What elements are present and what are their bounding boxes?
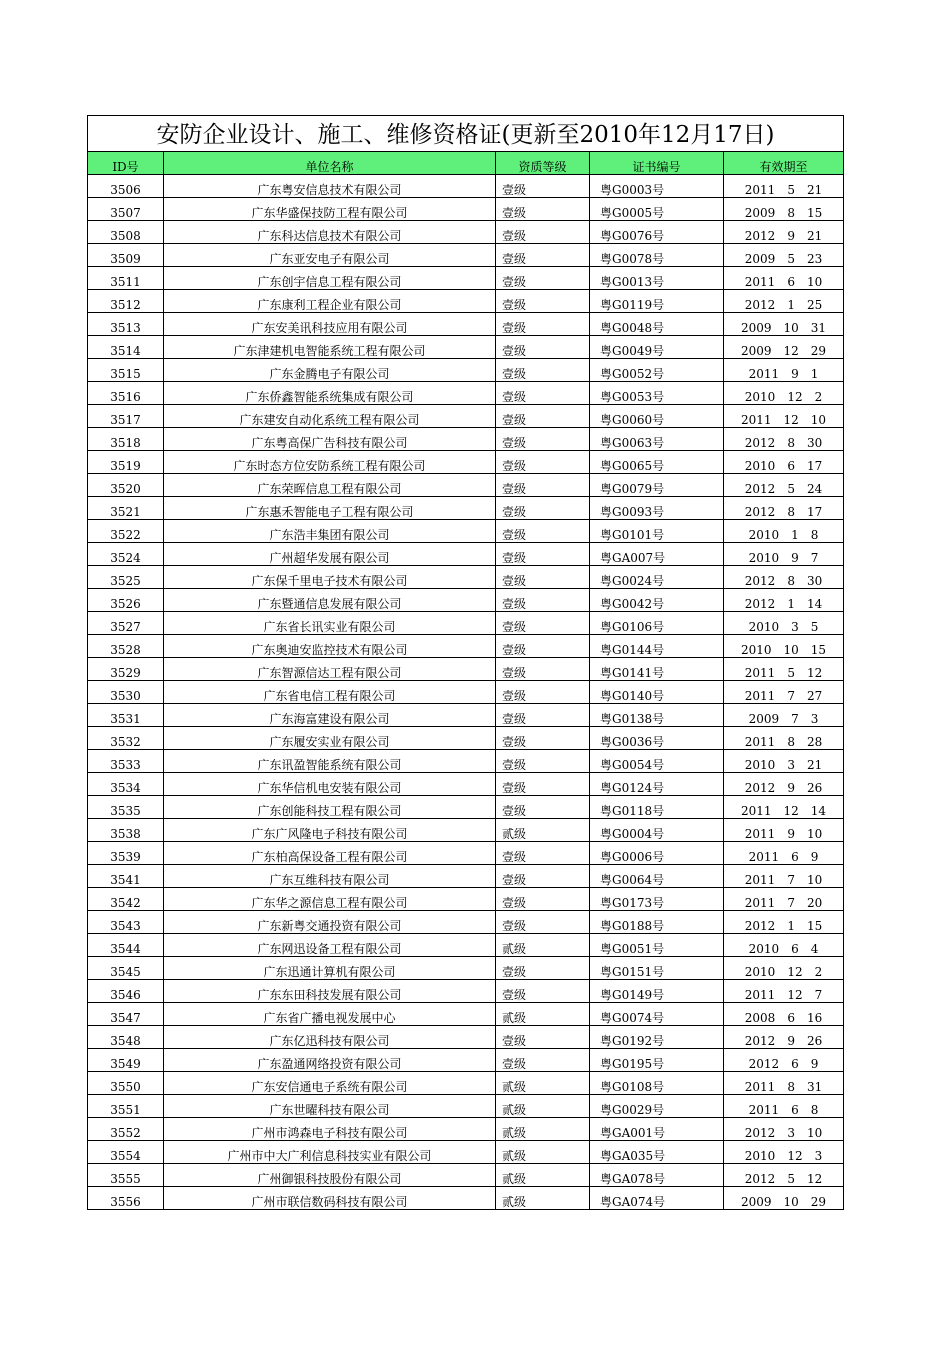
cell-company: 广东东田科技发展有限公司 bbox=[164, 980, 496, 1003]
cell-id: 3551 bbox=[88, 1095, 164, 1118]
cell-valid-until: 2009 8 15 bbox=[724, 198, 844, 221]
table-row bbox=[88, 451, 844, 474]
table-row bbox=[88, 842, 844, 865]
cell-grade: 壹级 bbox=[496, 589, 590, 612]
cell-valid-until: 2012 9 26 bbox=[724, 1026, 844, 1049]
cell-cert-no: 粤G0151号 bbox=[590, 957, 724, 980]
cell-company: 广东讯盈智能系统有限公司 bbox=[164, 750, 496, 773]
cell-cert-no: 粤G0192号 bbox=[590, 1026, 724, 1049]
cell-cert-no: 粤G0149号 bbox=[590, 980, 724, 1003]
cell-grade: 壹级 bbox=[496, 543, 590, 566]
table-row bbox=[88, 313, 844, 336]
table-row bbox=[88, 957, 844, 980]
cell-id: 3513 bbox=[88, 313, 164, 336]
cell-company: 广东安信通电子系统有限公司 bbox=[164, 1072, 496, 1095]
table-row bbox=[88, 382, 844, 405]
cell-grade: 贰级 bbox=[496, 1118, 590, 1141]
table-row bbox=[88, 474, 844, 497]
cell-cert-no: 粤G0064号 bbox=[590, 865, 724, 888]
cell-cert-no: 粤G0074号 bbox=[590, 1003, 724, 1026]
cell-valid-until: 2009 10 29 bbox=[724, 1187, 844, 1210]
cell-id: 3531 bbox=[88, 704, 164, 727]
table-row bbox=[88, 635, 844, 658]
cell-cert-no: 粤G0079号 bbox=[590, 474, 724, 497]
cell-company: 广东新粤交通投资有限公司 bbox=[164, 911, 496, 934]
table-row bbox=[88, 1095, 844, 1118]
cell-valid-until: 2009 12 29 bbox=[724, 336, 844, 359]
cell-company: 广东荣晖信息工程有限公司 bbox=[164, 474, 496, 497]
cell-grade: 贰级 bbox=[496, 819, 590, 842]
table-row bbox=[88, 543, 844, 566]
cell-id: 3518 bbox=[88, 428, 164, 451]
cell-cert-no: 粤G0060号 bbox=[590, 405, 724, 428]
cell-valid-until: 2012 5 24 bbox=[724, 474, 844, 497]
cell-company: 广东暨通信息发展有限公司 bbox=[164, 589, 496, 612]
table-row bbox=[88, 819, 844, 842]
cell-grade: 壹级 bbox=[496, 750, 590, 773]
cell-grade: 贰级 bbox=[496, 1003, 590, 1026]
cell-cert-no: 粤G0093号 bbox=[590, 497, 724, 520]
cell-valid-until: 2011 9 10 bbox=[724, 819, 844, 842]
cell-valid-until: 2012 5 12 bbox=[724, 1164, 844, 1187]
cell-cert-no: 粤G0065号 bbox=[590, 451, 724, 474]
cell-id: 3547 bbox=[88, 1003, 164, 1026]
cell-valid-until: 2012 6 9 bbox=[724, 1049, 844, 1072]
cell-company: 广东创宇信息工程有限公司 bbox=[164, 267, 496, 290]
cell-grade: 壹级 bbox=[496, 244, 590, 267]
cell-id: 3533 bbox=[88, 750, 164, 773]
cell-valid-until: 2011 9 1 bbox=[724, 359, 844, 382]
cell-company: 广东科达信息技术有限公司 bbox=[164, 221, 496, 244]
table-row bbox=[88, 566, 844, 589]
cell-company: 广东安美讯科技应用有限公司 bbox=[164, 313, 496, 336]
cell-id: 3539 bbox=[88, 842, 164, 865]
cell-id: 3506 bbox=[88, 175, 164, 198]
column-header-id: ID号 bbox=[88, 152, 164, 175]
table-body bbox=[88, 175, 844, 1210]
table-row bbox=[88, 1026, 844, 1049]
cell-valid-until: 2011 5 12 bbox=[724, 658, 844, 681]
cell-valid-until: 2011 7 27 bbox=[724, 681, 844, 704]
cell-valid-until: 2010 3 21 bbox=[724, 750, 844, 773]
table-row bbox=[88, 980, 844, 1003]
cell-grade: 壹级 bbox=[496, 865, 590, 888]
cell-id: 3544 bbox=[88, 934, 164, 957]
cell-cert-no: 粤G0101号 bbox=[590, 520, 724, 543]
cell-cert-no: 粤G0188号 bbox=[590, 911, 724, 934]
cell-id: 3546 bbox=[88, 980, 164, 1003]
cell-valid-until: 2012 8 17 bbox=[724, 497, 844, 520]
cell-company: 广东海富建设有限公司 bbox=[164, 704, 496, 727]
cell-cert-no: 粤G0138号 bbox=[590, 704, 724, 727]
cell-company: 广州御银科技股份有限公司 bbox=[164, 1164, 496, 1187]
cell-valid-until: 2012 3 10 bbox=[724, 1118, 844, 1141]
cell-grade: 壹级 bbox=[496, 681, 590, 704]
cell-grade: 壹级 bbox=[496, 957, 590, 980]
cell-id: 3534 bbox=[88, 773, 164, 796]
cell-company: 广东华之源信息工程有限公司 bbox=[164, 888, 496, 911]
cell-valid-until: 2010 6 17 bbox=[724, 451, 844, 474]
certificate-table bbox=[87, 115, 844, 1210]
header-row bbox=[88, 152, 844, 175]
cell-id: 3545 bbox=[88, 957, 164, 980]
cell-company: 广州市联信数码科技有限公司 bbox=[164, 1187, 496, 1210]
cell-id: 3543 bbox=[88, 911, 164, 934]
cell-id: 3522 bbox=[88, 520, 164, 543]
table-row bbox=[88, 1003, 844, 1026]
cell-grade: 壹级 bbox=[496, 773, 590, 796]
table-row bbox=[88, 773, 844, 796]
table-row bbox=[88, 704, 844, 727]
cell-id: 3555 bbox=[88, 1164, 164, 1187]
cell-valid-until: 2009 10 31 bbox=[724, 313, 844, 336]
cell-company: 广东省长讯实业有限公司 bbox=[164, 612, 496, 635]
cell-company: 广东盈通网络投资有限公司 bbox=[164, 1049, 496, 1072]
cell-valid-until: 2011 8 28 bbox=[724, 727, 844, 750]
cell-valid-until: 2011 12 7 bbox=[724, 980, 844, 1003]
table-row bbox=[88, 796, 844, 819]
cell-cert-no: 粤GA074号 bbox=[590, 1187, 724, 1210]
cell-id: 3554 bbox=[88, 1141, 164, 1164]
cell-grade: 壹级 bbox=[496, 313, 590, 336]
cell-valid-until: 2011 5 21 bbox=[724, 175, 844, 198]
table-row bbox=[88, 658, 844, 681]
table-row bbox=[88, 750, 844, 773]
cell-valid-until: 2011 7 10 bbox=[724, 865, 844, 888]
cell-id: 3525 bbox=[88, 566, 164, 589]
cell-company: 广东亿迅科技有限公司 bbox=[164, 1026, 496, 1049]
cell-id: 3515 bbox=[88, 359, 164, 382]
table-row bbox=[88, 1141, 844, 1164]
cell-company: 广东建安自动化系统工程有限公司 bbox=[164, 405, 496, 428]
cell-id: 3538 bbox=[88, 819, 164, 842]
table-row bbox=[88, 1072, 844, 1095]
cell-valid-until: 2012 1 15 bbox=[724, 911, 844, 934]
cell-valid-until: 2010 6 4 bbox=[724, 934, 844, 957]
cell-id: 3535 bbox=[88, 796, 164, 819]
cell-company: 广东省广播电视发展中心 bbox=[164, 1003, 496, 1026]
cell-grade: 壹级 bbox=[496, 267, 590, 290]
cell-company: 广东惠禾智能电子工程有限公司 bbox=[164, 497, 496, 520]
cell-valid-until: 2009 5 23 bbox=[724, 244, 844, 267]
cell-grade: 贰级 bbox=[496, 1095, 590, 1118]
cell-cert-no: 粤G0144号 bbox=[590, 635, 724, 658]
table-row bbox=[88, 911, 844, 934]
cell-grade: 贰级 bbox=[496, 1187, 590, 1210]
table-row bbox=[88, 589, 844, 612]
table-row bbox=[88, 244, 844, 267]
cell-cert-no: 粤G0106号 bbox=[590, 612, 724, 635]
cell-cert-no: 粤G0140号 bbox=[590, 681, 724, 704]
cell-grade: 壹级 bbox=[496, 175, 590, 198]
table-row bbox=[88, 290, 844, 313]
cell-company: 广东世曜科技有限公司 bbox=[164, 1095, 496, 1118]
cell-id: 3541 bbox=[88, 865, 164, 888]
cell-valid-until: 2011 12 14 bbox=[724, 796, 844, 819]
cell-id: 3517 bbox=[88, 405, 164, 428]
cell-company: 广东时态方位安防系统工程有限公司 bbox=[164, 451, 496, 474]
cell-company: 广东粤高保广告科技有限公司 bbox=[164, 428, 496, 451]
cell-grade: 壹级 bbox=[496, 1049, 590, 1072]
cell-company: 广州市鸿森电子科技有限公司 bbox=[164, 1118, 496, 1141]
cell-valid-until: 2011 6 9 bbox=[724, 842, 844, 865]
cell-valid-until: 2011 6 8 bbox=[724, 1095, 844, 1118]
cell-valid-until: 2010 1 8 bbox=[724, 520, 844, 543]
cell-grade: 贰级 bbox=[496, 1141, 590, 1164]
cell-grade: 壹级 bbox=[496, 911, 590, 934]
cell-cert-no: 粤G0078号 bbox=[590, 244, 724, 267]
cell-company: 广东津建机电智能系统工程有限公司 bbox=[164, 336, 496, 359]
cell-cert-no: 粤G0036号 bbox=[590, 727, 724, 750]
cell-cert-no: 粤G0076号 bbox=[590, 221, 724, 244]
cell-id: 3550 bbox=[88, 1072, 164, 1095]
cell-company: 广东互维科技有限公司 bbox=[164, 865, 496, 888]
cell-company: 广东智源信达工程有限公司 bbox=[164, 658, 496, 681]
cell-valid-until: 2011 12 10 bbox=[724, 405, 844, 428]
cell-company: 广东保千里电子技术有限公司 bbox=[164, 566, 496, 589]
cell-valid-until: 2010 12 2 bbox=[724, 957, 844, 980]
table-row bbox=[88, 1118, 844, 1141]
cell-id: 3512 bbox=[88, 290, 164, 313]
cell-grade: 壹级 bbox=[496, 888, 590, 911]
cell-valid-until: 2010 12 3 bbox=[724, 1141, 844, 1164]
cell-cert-no: 粤G0063号 bbox=[590, 428, 724, 451]
cell-cert-no: 粤GA007号 bbox=[590, 543, 724, 566]
cell-cert-no: 粤G0118号 bbox=[590, 796, 724, 819]
sheet-title: 安防企业设计、施工、维修资格证(更新至2010年12月17日) bbox=[88, 116, 844, 152]
cell-id: 3507 bbox=[88, 198, 164, 221]
table-row bbox=[88, 175, 844, 198]
cell-grade: 贰级 bbox=[496, 1072, 590, 1095]
cell-id: 3549 bbox=[88, 1049, 164, 1072]
cell-grade: 壹级 bbox=[496, 727, 590, 750]
cell-company: 广东华盛保技防工程有限公司 bbox=[164, 198, 496, 221]
table-row bbox=[88, 267, 844, 290]
cell-cert-no: 粤G0006号 bbox=[590, 842, 724, 865]
cell-cert-no: 粤G0004号 bbox=[590, 819, 724, 842]
table-row bbox=[88, 888, 844, 911]
cell-company: 广东康利工程企业有限公司 bbox=[164, 290, 496, 313]
cell-company: 广东浩丰集团有限公司 bbox=[164, 520, 496, 543]
table-row bbox=[88, 1049, 844, 1072]
cell-grade: 壹级 bbox=[496, 198, 590, 221]
cell-id: 3514 bbox=[88, 336, 164, 359]
cell-valid-until: 2012 9 21 bbox=[724, 221, 844, 244]
cell-cert-no: 粤G0108号 bbox=[590, 1072, 724, 1095]
cell-cert-no: 粤G0054号 bbox=[590, 750, 724, 773]
cell-company: 广州超华发展有限公司 bbox=[164, 543, 496, 566]
cell-grade: 贰级 bbox=[496, 1164, 590, 1187]
cell-grade: 壹级 bbox=[496, 474, 590, 497]
cell-id: 3509 bbox=[88, 244, 164, 267]
cell-company: 广东华信机电安装有限公司 bbox=[164, 773, 496, 796]
cell-cert-no: 粤GA035号 bbox=[590, 1141, 724, 1164]
table-row bbox=[88, 405, 844, 428]
cell-grade: 壹级 bbox=[496, 566, 590, 589]
cell-cert-no: 粤G0119号 bbox=[590, 290, 724, 313]
cell-grade: 贰级 bbox=[496, 934, 590, 957]
cell-id: 3519 bbox=[88, 451, 164, 474]
cell-cert-no: 粤G0053号 bbox=[590, 382, 724, 405]
table-row bbox=[88, 497, 844, 520]
cell-cert-no: 粤G0141号 bbox=[590, 658, 724, 681]
cell-company: 广东网迅设备工程有限公司 bbox=[164, 934, 496, 957]
cell-valid-until: 2009 7 3 bbox=[724, 704, 844, 727]
cell-id: 3542 bbox=[88, 888, 164, 911]
certificate-sheet bbox=[87, 115, 843, 1210]
table-row bbox=[88, 934, 844, 957]
table-row bbox=[88, 681, 844, 704]
cell-grade: 壹级 bbox=[496, 428, 590, 451]
table-row bbox=[88, 727, 844, 750]
cell-grade: 壹级 bbox=[496, 704, 590, 727]
cell-grade: 壹级 bbox=[496, 635, 590, 658]
cell-id: 3532 bbox=[88, 727, 164, 750]
cell-id: 3508 bbox=[88, 221, 164, 244]
table-row bbox=[88, 336, 844, 359]
cell-cert-no: 粤G0195号 bbox=[590, 1049, 724, 1072]
cell-grade: 壹级 bbox=[496, 612, 590, 635]
table-row bbox=[88, 428, 844, 451]
cell-grade: 壹级 bbox=[496, 336, 590, 359]
table-row bbox=[88, 198, 844, 221]
cell-cert-no: 粤GA078号 bbox=[590, 1164, 724, 1187]
cell-company: 广东省电信工程有限公司 bbox=[164, 681, 496, 704]
table-row bbox=[88, 865, 844, 888]
cell-valid-until: 2008 6 16 bbox=[724, 1003, 844, 1026]
cell-grade: 壹级 bbox=[496, 1026, 590, 1049]
cell-company: 广东迅通计算机有限公司 bbox=[164, 957, 496, 980]
cell-id: 3516 bbox=[88, 382, 164, 405]
cell-cert-no: 粤G0042号 bbox=[590, 589, 724, 612]
cell-valid-until: 2010 10 15 bbox=[724, 635, 844, 658]
table-row bbox=[88, 520, 844, 543]
cell-valid-until: 2010 12 2 bbox=[724, 382, 844, 405]
table-row bbox=[88, 612, 844, 635]
cell-id: 3524 bbox=[88, 543, 164, 566]
cell-id: 3530 bbox=[88, 681, 164, 704]
cell-valid-until: 2010 3 5 bbox=[724, 612, 844, 635]
cell-grade: 壹级 bbox=[496, 842, 590, 865]
cell-grade: 壹级 bbox=[496, 221, 590, 244]
cell-cert-no: 粤G0029号 bbox=[590, 1095, 724, 1118]
cell-company: 广东柏高保设备工程有限公司 bbox=[164, 842, 496, 865]
cell-valid-until: 2011 7 20 bbox=[724, 888, 844, 911]
cell-company: 广州市中大广利信息科技实业有限公司 bbox=[164, 1141, 496, 1164]
column-header-company: 单位名称 bbox=[164, 152, 496, 175]
cell-grade: 壹级 bbox=[496, 497, 590, 520]
cell-grade: 壹级 bbox=[496, 520, 590, 543]
cell-valid-until: 2010 9 7 bbox=[724, 543, 844, 566]
cell-company: 广东创能科技工程有限公司 bbox=[164, 796, 496, 819]
cell-valid-until: 2012 1 25 bbox=[724, 290, 844, 313]
cell-id: 3552 bbox=[88, 1118, 164, 1141]
cell-id: 3529 bbox=[88, 658, 164, 681]
cell-company: 广东金腾电子有限公司 bbox=[164, 359, 496, 382]
cell-id: 3520 bbox=[88, 474, 164, 497]
cell-cert-no: 粤G0124号 bbox=[590, 773, 724, 796]
cell-cert-no: 粤GA001号 bbox=[590, 1118, 724, 1141]
table-row bbox=[88, 1187, 844, 1210]
cell-id: 3527 bbox=[88, 612, 164, 635]
cell-company: 广东广风隆电子科技有限公司 bbox=[164, 819, 496, 842]
cell-grade: 壹级 bbox=[496, 980, 590, 1003]
cell-grade: 壹级 bbox=[496, 451, 590, 474]
cell-cert-no: 粤G0013号 bbox=[590, 267, 724, 290]
cell-id: 3511 bbox=[88, 267, 164, 290]
cell-id: 3521 bbox=[88, 497, 164, 520]
cell-grade: 壹级 bbox=[496, 359, 590, 382]
cell-company: 广东奥迪安监控技术有限公司 bbox=[164, 635, 496, 658]
cell-company: 广东亚安电子有限公司 bbox=[164, 244, 496, 267]
cell-id: 3526 bbox=[88, 589, 164, 612]
cell-valid-until: 2011 6 10 bbox=[724, 267, 844, 290]
cell-cert-no: 粤G0051号 bbox=[590, 934, 724, 957]
cell-grade: 壹级 bbox=[496, 290, 590, 313]
cell-cert-no: 粤G0005号 bbox=[590, 198, 724, 221]
cell-id: 3528 bbox=[88, 635, 164, 658]
cell-valid-until: 2012 8 30 bbox=[724, 566, 844, 589]
cell-cert-no: 粤G0024号 bbox=[590, 566, 724, 589]
cell-cert-no: 粤G0052号 bbox=[590, 359, 724, 382]
cell-grade: 壹级 bbox=[496, 796, 590, 819]
cell-valid-until: 2012 8 30 bbox=[724, 428, 844, 451]
cell-grade: 壹级 bbox=[496, 658, 590, 681]
cell-valid-until: 2011 8 31 bbox=[724, 1072, 844, 1095]
cell-cert-no: 粤G0003号 bbox=[590, 175, 724, 198]
cell-cert-no: 粤G0049号 bbox=[590, 336, 724, 359]
cell-valid-until: 2012 1 14 bbox=[724, 589, 844, 612]
cell-company: 广东侨鑫智能系统集成有限公司 bbox=[164, 382, 496, 405]
cell-grade: 壹级 bbox=[496, 382, 590, 405]
column-header-cert-no: 证书编号 bbox=[590, 152, 724, 175]
cell-id: 3548 bbox=[88, 1026, 164, 1049]
cell-cert-no: 粤G0048号 bbox=[590, 313, 724, 336]
cell-cert-no: 粤G0173号 bbox=[590, 888, 724, 911]
table-row bbox=[88, 1164, 844, 1187]
column-header-valid-until: 有效期至 bbox=[724, 152, 844, 175]
cell-company: 广东粤安信息技术有限公司 bbox=[164, 175, 496, 198]
column-header-grade: 资质等级 bbox=[496, 152, 590, 175]
cell-company: 广东履安实业有限公司 bbox=[164, 727, 496, 750]
cell-grade: 壹级 bbox=[496, 405, 590, 428]
table-row bbox=[88, 359, 844, 382]
table-row bbox=[88, 221, 844, 244]
cell-id: 3556 bbox=[88, 1187, 164, 1210]
cell-valid-until: 2012 9 26 bbox=[724, 773, 844, 796]
